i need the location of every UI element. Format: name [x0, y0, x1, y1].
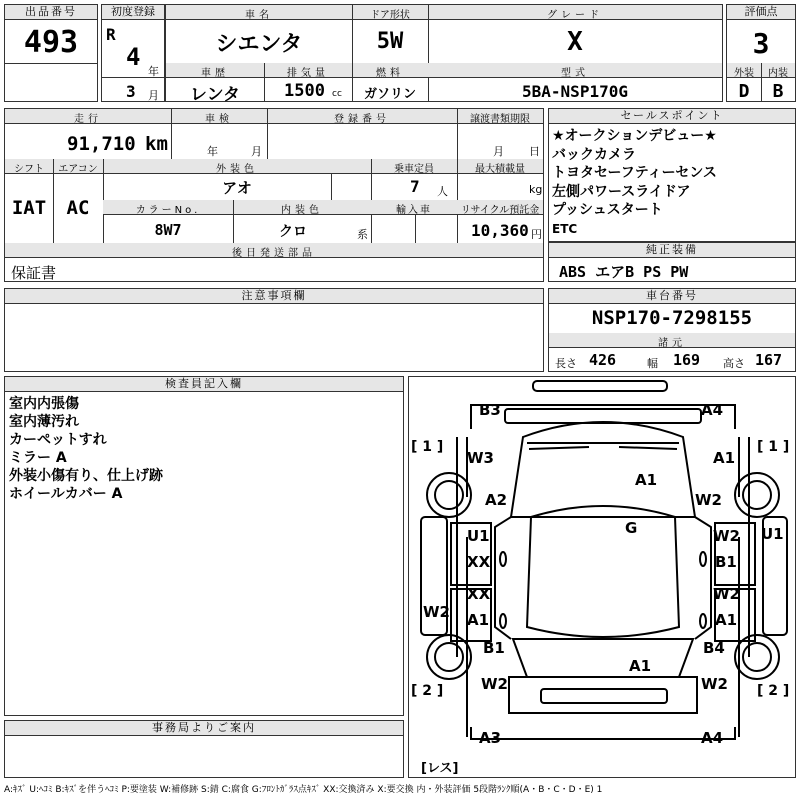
notes-box — [4, 288, 544, 372]
sale-point-item: 左側パワースライドア — [552, 183, 691, 200]
sale-point-item: プッシュスタート — [552, 202, 663, 218]
ext-color-value: アオ — [222, 179, 252, 197]
later-parts-value: 保証書 — [11, 264, 57, 282]
car-history: レンタ — [190, 85, 240, 105]
mark-door-front-right-top: W2 — [713, 527, 740, 545]
car-info-box — [165, 4, 723, 105]
rear-bumper — [541, 689, 667, 703]
chassis-label: 車台番号 — [549, 289, 795, 304]
length-label: 長さ — [555, 357, 577, 370]
inspector-line: 外装小傷有り、仕上げ跡 — [9, 468, 163, 484]
max-load-unit: kg — [529, 183, 543, 196]
displacement-unit: cc — [332, 89, 342, 99]
first-reg-box — [101, 4, 165, 102]
recycle-value: 10,360 — [471, 221, 529, 240]
mark-door-rear-left: A1 — [467, 611, 490, 629]
wheel-front-right-inner — [743, 481, 771, 509]
inspector-line: 室内内張傷 — [9, 396, 79, 412]
displacement-label: 排気量 — [287, 68, 329, 79]
mirror-right — [700, 552, 706, 566]
chassis-number: NSP170-7298155 — [591, 307, 753, 329]
mark-door-rear-left-top: XX — [467, 585, 491, 603]
int-color-unit: 系 — [357, 228, 368, 241]
mark-rear-left: W2 — [481, 675, 508, 693]
bracket-front-left: [ 1 ] — [411, 439, 444, 455]
mark-windshield: G — [625, 519, 638, 537]
exterior-grade: D — [738, 81, 750, 102]
mileage-label: 走行 — [74, 114, 102, 125]
transfer-month-unit: 月 — [493, 145, 504, 158]
mark-front-right: A4 — [701, 401, 724, 419]
score-value: 3 — [752, 27, 770, 60]
fuel-label: 燃料 — [376, 68, 404, 79]
legend: A:ｷｽﾞ U:ﾍｺﾐ B:ｷｽﾞを伴うﾍｺﾐ P:要塗装 W:補修跡 S:錆 C:腐食 G:ﾌﾛﾝﾄｶﾞﾗｽ点ｷｽﾞ XX:交換済み X:要交換 内・外装評価 5段階ﾗﾝｸ順(A・B・C・D・E) 1 — [4, 785, 603, 795]
mark-door-rear-right-top: W2 — [713, 585, 740, 603]
shift-label: シフト — [14, 164, 44, 175]
inspection-year-unit: 年 — [207, 145, 218, 158]
mirror-left — [500, 552, 506, 566]
resu-label: [レス] — [421, 761, 459, 776]
height-value: 167 — [755, 351, 783, 369]
dims-label: 諸元 — [658, 338, 686, 349]
office-label: 事務局よりご案内 — [5, 721, 403, 736]
mark-side-left: U1 — [467, 527, 490, 545]
first-reg-label: 初度登録 — [102, 5, 164, 20]
displacement-value: 1500 — [284, 81, 325, 101]
sale-points-box — [548, 108, 796, 242]
office-box — [4, 720, 404, 778]
equipment-label: 純正装備 — [549, 243, 795, 258]
mark-rear-bumper-left: A3 — [479, 729, 502, 747]
wheel-rear-right-inner — [743, 643, 771, 671]
capacity-label: 乗車定員 — [394, 164, 434, 175]
wheel-front-left-inner — [435, 481, 463, 509]
chassis-box — [548, 288, 796, 372]
model-label: 型式 — [561, 68, 589, 79]
height-label: 高さ — [723, 357, 745, 370]
roof — [527, 506, 679, 637]
rear-gate — [509, 677, 697, 713]
bracket-rear-left: [ 2 ] — [411, 683, 444, 699]
inspector-box — [4, 376, 404, 716]
lot-number: 493 — [23, 25, 79, 60]
grade-value: X — [567, 27, 583, 57]
inspector-line: ミラー A — [9, 450, 67, 466]
mark-fender-left: W3 — [467, 449, 494, 467]
windshield — [527, 443, 679, 449]
inspector-lines — [9, 395, 163, 503]
sale-point-item: トヨタセーフティーセンス — [552, 165, 717, 181]
import-label: 輸入車 — [396, 205, 432, 216]
wheel-rear-right — [735, 635, 779, 679]
first-reg-month: 3 — [126, 82, 136, 101]
int-color-label: 内装色 — [281, 205, 323, 216]
mark-door-rear-right: A1 — [715, 611, 738, 629]
mark-door-front-left: XX — [467, 553, 491, 571]
rear-outline — [471, 727, 735, 739]
ext-color-label: 外装色 — [216, 164, 258, 175]
wheel-front-right — [735, 473, 779, 517]
capacity-unit: 人 — [437, 185, 448, 198]
mark-rear-gate: A1 — [629, 657, 652, 675]
mirror-right-2 — [700, 614, 706, 628]
equipment-box — [548, 242, 796, 282]
model-code: 5BA-NSP170G — [522, 82, 628, 101]
mark-quarter-right: B4 — [703, 639, 725, 657]
first-reg-year-unit: 年 — [148, 65, 159, 78]
max-load-label: 最大積載量 — [475, 164, 525, 175]
mark-rear-bumper-right: A4 — [701, 729, 724, 747]
first-reg-month-unit: 月 — [148, 89, 159, 102]
inspector-line: ホイールカバー A — [9, 486, 123, 502]
sale-point-item: バックカメラ — [552, 146, 636, 163]
width-value: 169 — [673, 351, 701, 369]
score-box — [726, 4, 796, 102]
wheel-rear-left-inner — [435, 643, 463, 671]
fuel-value: ガソリン — [363, 87, 416, 102]
mirror-left-2 — [500, 614, 506, 628]
first-reg-era: R — [106, 25, 116, 44]
mark-rear-right: W2 — [701, 675, 728, 693]
car-name-label: 車名 — [245, 10, 273, 21]
color-no-label: カラーNo. — [135, 205, 201, 216]
mark-a-pillar-left: A2 — [485, 491, 508, 509]
mark-door-front-right: B1 — [715, 553, 737, 571]
length-value: 426 — [589, 351, 617, 369]
hood — [511, 422, 695, 517]
pillar-right — [695, 517, 711, 639]
score-label: 評価点 — [727, 5, 795, 20]
mark-quarter-left: B1 — [483, 639, 505, 657]
aircon-label: エアコン — [58, 164, 98, 175]
pillar-left — [495, 517, 511, 639]
recycle-label: リサイクル預託金 — [460, 205, 540, 216]
mark-hood: A1 — [635, 471, 658, 489]
equipment-value: ABS エアB PS PW — [559, 263, 689, 281]
transfer-doc-label: 譲渡書類期限 — [470, 114, 530, 125]
mark-side-left-outer: W2 — [423, 603, 450, 621]
bracket-front-right: [ 1 ] — [757, 439, 790, 455]
mark-front-left: B3 — [479, 401, 501, 419]
lot-label: 出品番号 — [5, 5, 97, 20]
car-outline-svg — [409, 377, 797, 779]
grade-label: グレード — [547, 10, 603, 21]
inspection-month-unit: 月 — [251, 145, 262, 158]
rear-window — [513, 639, 693, 677]
car-name: シエンタ — [215, 32, 303, 57]
inspection-label: 車検 — [205, 114, 233, 125]
interior-grade: B — [772, 81, 784, 102]
bracket-rear-right: [ 2 ] — [757, 683, 790, 699]
mark-a-pillar-right: W2 — [695, 491, 722, 509]
shift-value: IAT — [11, 197, 47, 219]
transfer-day-unit: 日 — [529, 145, 540, 158]
capacity-value: 7 — [410, 177, 420, 196]
front-bumper — [533, 381, 667, 391]
grille — [505, 409, 701, 423]
mark-fender-right: A1 — [713, 449, 736, 467]
car-diagram — [408, 376, 796, 778]
sale-points-label: セールスポイント — [549, 109, 795, 124]
wheel-front-left — [427, 473, 471, 517]
inspector-line: カーペットすれ — [9, 432, 107, 448]
mileage-value: 91,710 — [67, 133, 136, 155]
exterior-label: 外装 — [734, 68, 754, 79]
door-type: 5W — [376, 29, 404, 54]
color-no-value: 8W7 — [154, 221, 182, 239]
later-parts-label: 後日発送部品 — [232, 248, 316, 259]
inspector-label: 検査員記入欄 — [5, 377, 403, 392]
mileage-unit: km — [145, 133, 168, 155]
aircon-value: AC — [66, 197, 90, 219]
door-label: ドア形状 — [370, 10, 410, 21]
interior-label: 内装 — [768, 68, 788, 79]
sale-points-list — [552, 127, 717, 238]
notes-label: 注意事項欄 — [5, 289, 543, 304]
sale-point-item: ETC — [552, 221, 578, 236]
mark-side-right-outer: U1 — [761, 525, 784, 543]
reg-number-label: 登録番号 — [334, 114, 390, 125]
first-reg-year: 4 — [126, 43, 141, 71]
details-box — [4, 108, 544, 282]
history-label: 車歴 — [201, 68, 229, 79]
int-color-value: クロ — [279, 224, 307, 240]
width-label: 幅 — [647, 357, 658, 370]
sale-point-item: ★オークションデビュー★ — [552, 128, 717, 144]
lot-box — [4, 4, 98, 102]
recycle-unit: 円 — [531, 228, 542, 241]
wheel-rear-left — [427, 635, 471, 679]
inspector-line: 室内薄汚れ — [9, 414, 79, 430]
